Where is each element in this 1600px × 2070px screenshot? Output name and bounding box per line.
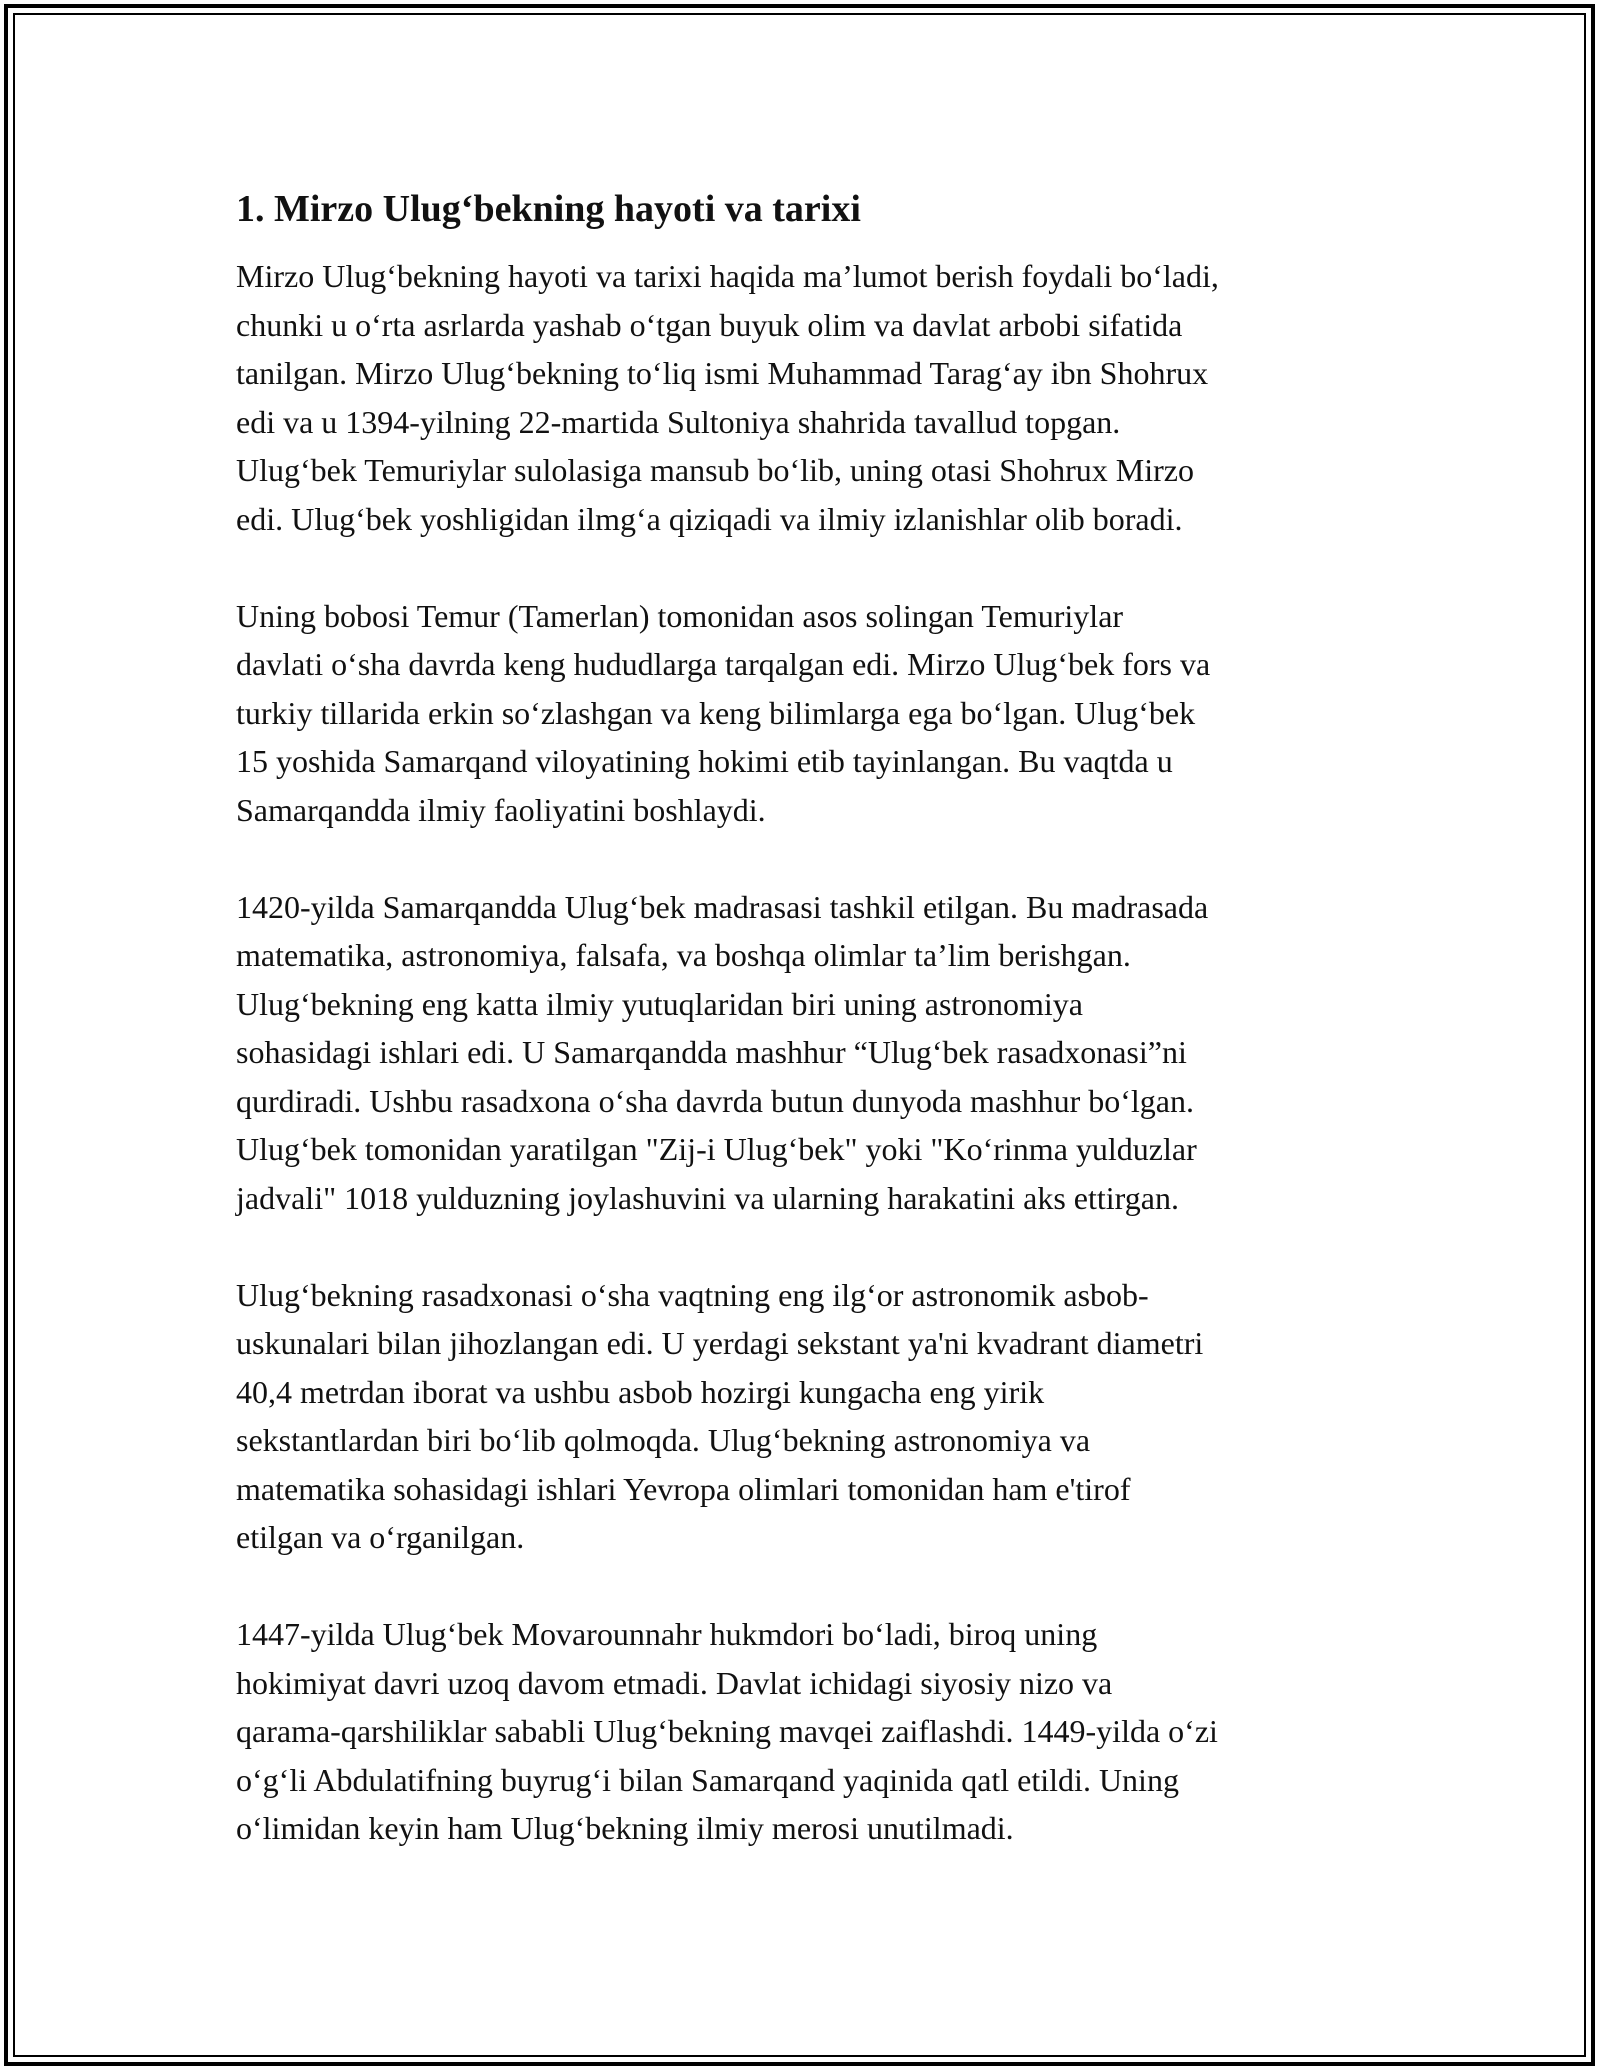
text-line: chunki u o‘rta asrlarda yashab o‘tgan buyuk olim va davlat arbobi sifatida — [236, 306, 1183, 343]
text-line: sohasidagi ishlari edi. U Samarqandda mashhur “Ulug‘bek rasadxonasi”ni — [236, 1034, 1187, 1070]
text-line: matematika, astronomiya, falsafa, va boshqa olimlar ta’lim berishgan. — [236, 937, 1131, 973]
text-line: Uning bobosi Temur (Tamerlan) tomonidan asos solingan Temuriylar — [236, 597, 1124, 634]
text-line: matematika sohasidagi ishlari Yevropa olimlari tomonidan ham e'tirof — [236, 1470, 1131, 1507]
text-line: Ulug‘bek tomonidan yaratilgan "Zij-i Ulug‘bek" yoki "Ko‘rinma yulduzlar — [236, 1131, 1197, 1167]
text-line: etilgan va o‘rganilgan. — [236, 1519, 525, 1555]
text-line: Ulug‘bek Temuriylar sulolasiga mansub bo‘lib, uning otasi Shohrux Mirzo — [236, 452, 1194, 488]
paragraph — [236, 1271, 1386, 1562]
text-line: Samarqandda ilmiy faoliyatini boshlaydi. — [236, 791, 766, 828]
text-line: 40,4 metrdan iborat va ushbu asbob hozirgi kungacha eng yirik — [236, 1373, 1045, 1410]
text-line: hokimiyat davri uzoq davom etmadi. Davlat ichidagi siyosiy nizo va — [236, 1664, 1113, 1701]
paragraph — [236, 592, 1386, 835]
text-line: 15 yoshida Samarqand viloyatining hokimi etib tayinlangan. Bu vaqtda u — [236, 743, 1173, 779]
text-line: 1447-yilda Ulug‘bek Movarounnahr hukmdori bo‘ladi, biroq uning — [236, 1616, 1098, 1652]
text-line: jadvali" 1018 yulduzning joylashuvini va ularning harakatini aks ettirgan. — [236, 1179, 1179, 1216]
paragraph — [236, 883, 1386, 1223]
text-line: davlati o‘sha davrda keng hududlarga tarqalgan edi. Mirzo Ulug‘bek fors va — [236, 646, 1211, 682]
text-line: Ulug‘bekning eng katta ilmiy yutuqlaridan biri uning astronomiya — [236, 985, 1083, 1022]
text-line: edi va u 1394-yilning 22-martida Sultoniya shahrida tavallud topgan. — [236, 403, 1121, 440]
text-line: qarama-qarshiliklar sababli Ulug‘bekning mavqei zaiflashdi. 1449-yilda o‘zi — [236, 1713, 1218, 1749]
text-line: o‘g‘li Abdulatifning buyrug‘i bilan Samarqand yaqinida qatl etildi. Uning — [236, 1761, 1179, 1798]
text-line: Mirzo Ulug‘bekning hayoti va tarixi haqida ma’lumot berish foydali bo‘ladi, — [236, 258, 1219, 294]
text-line: uskunalari bilan jihozlangan edi. U yerdagi sekstant ya'ni kvadrant diametri — [236, 1325, 1204, 1361]
document-body — [236, 186, 1386, 1901]
text-line: turkiy tillarida erkin so‘zlashgan va keng bilimlarga ega bo‘lgan. Ulug‘bek — [236, 694, 1196, 731]
text-line: sekstantlardan biri bo‘lib qolmoqda. Ulug‘bekning astronomiya va — [236, 1422, 1091, 1458]
paragraph-list — [236, 252, 1386, 1853]
text-line: 1420-yilda Samarqandda Ulug‘bek madrasasi tashkil etilgan. Bu madrasada — [236, 888, 1209, 925]
paragraph — [236, 1610, 1386, 1853]
text-line: Ulug‘bekning rasadxonasi o‘sha vaqtning eng ilg‘or astronomik asbob- — [236, 1276, 1149, 1313]
text-line: qurdiradi. Ushbu rasadxona o‘sha davrda butun dunyoda mashhur bo‘lgan. — [236, 1082, 1194, 1119]
section-heading: 1. Mirzo Ulug‘bekning hayoti va tarixi — [236, 188, 861, 230]
paragraph — [236, 252, 1386, 543]
text-line: o‘limidan keyin ham Ulug‘bekning ilmiy merosi unutilmadi. — [236, 1810, 1014, 1846]
text-line: tanilgan. Mirzo Ulug‘bekning to‘liq ismi Muhammad Tarag‘ay ibn Shohrux — [236, 355, 1209, 391]
text-line: edi. Ulug‘bek yoshligidan ilmg‘a qiziqadi va ilmiy izlanishlar olib boradi. — [236, 500, 1183, 537]
